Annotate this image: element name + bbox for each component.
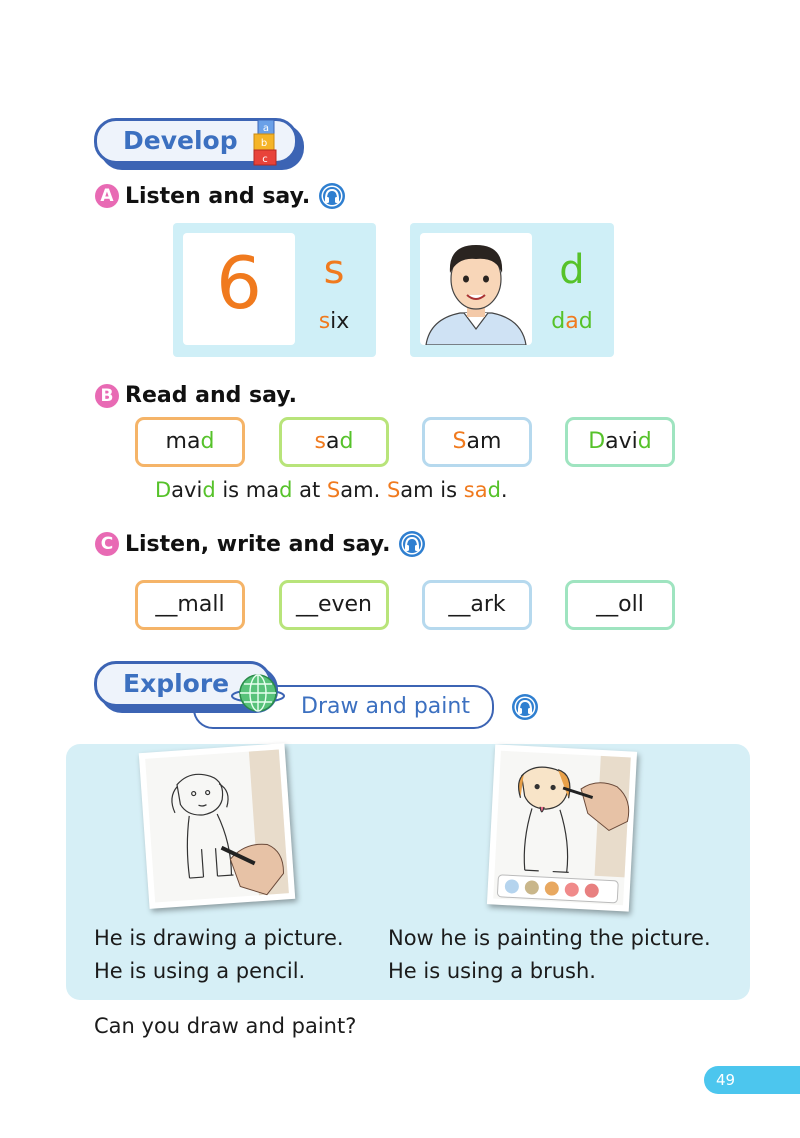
section-b-heading (95, 383, 297, 408)
audio-icon[interactable] (318, 182, 346, 210)
word-box-sad: sad (279, 417, 389, 467)
section-c-letter: C (95, 532, 119, 556)
drawing-photo (139, 743, 296, 909)
section-a-title: Listen and say. (125, 183, 311, 209)
section-c-title: Listen, write and say. (125, 531, 391, 557)
develop-label: Develop (123, 126, 238, 155)
globe-icon (230, 670, 286, 716)
explore-label: Explore (123, 669, 230, 698)
write-box-mall[interactable]: __mall (135, 580, 245, 630)
phonics-card-dad (410, 223, 614, 357)
section-b-letter: B (95, 384, 119, 408)
phonics-card-six (173, 223, 376, 357)
right-caption-line2: He is using a brush. (388, 959, 596, 983)
abc-blocks-icon (248, 118, 282, 166)
painting-photo (487, 744, 637, 911)
closing-question: Can you draw and paint? (94, 1014, 357, 1038)
block-a-label: a (262, 123, 270, 134)
word-box-david: David (565, 417, 675, 467)
practice-sentence: David is mad at Sam. Sam is sad. (155, 478, 508, 502)
section-c-heading (95, 530, 426, 558)
audio-icon[interactable] (398, 530, 426, 558)
section-b-title: Read and say. (125, 383, 297, 408)
word-box-mad: mad (135, 417, 245, 467)
right-caption (388, 922, 711, 988)
word-box-sam: Sam (422, 417, 532, 467)
audio-icon[interactable] (511, 693, 539, 721)
right-caption-line1: Now he is painting the picture. (388, 926, 711, 950)
section-a-letter: A (95, 184, 119, 208)
numeral-six: 6 (216, 241, 262, 325)
write-box-ark[interactable]: __ark (422, 580, 532, 630)
number-panel (183, 233, 295, 345)
word-six: six (318, 309, 350, 334)
letter-d: d (559, 247, 585, 293)
left-caption-line1: He is drawing a picture. (94, 926, 344, 950)
block-c-label: c (262, 154, 268, 165)
word-dad: dad (551, 309, 593, 334)
left-caption-line2: He is using a pencil. (94, 959, 306, 983)
left-caption (94, 922, 344, 988)
explore-subtitle: Draw and paint (301, 694, 470, 719)
section-a-heading (95, 182, 346, 210)
dad-face-image (420, 233, 532, 345)
write-box-even[interactable]: __even (279, 580, 389, 630)
write-box-oll[interactable]: __oll (565, 580, 675, 630)
letter-s: s (323, 247, 345, 293)
page-number: 49 (704, 1066, 800, 1094)
block-b-label: b (260, 138, 268, 149)
dad-portrait (420, 233, 532, 345)
